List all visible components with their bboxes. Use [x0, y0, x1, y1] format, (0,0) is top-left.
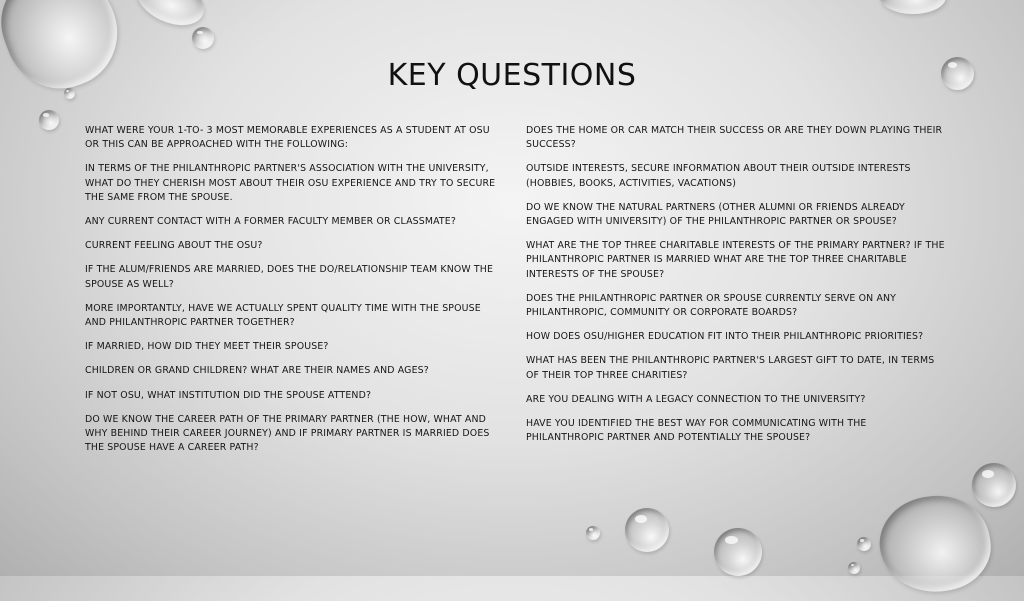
question-item: DOES THE HOME OR CAR MATCH THEIR SUCCESS OR ARE THEY DOWN PLAYING THEIR SUCCESS? — [526, 125, 943, 151]
question-item: IF NOT OSU, WHAT INSTITUTION DID THE SPOUSE ATTEND? — [85, 389, 372, 401]
question-item: DO WE KNOW THE CAREER PATH OF THE PRIMARY PARTNER (THE HOW, WHAT AND WHY BEHIND THEIR CAREER JOURNEY) AND IF PRIMARY PARTNER IS MARRIED DOES THE SPOUSE HAVE A CAREER PATH? — [85, 413, 490, 454]
water-drop-icon — [972, 463, 1016, 507]
water-drop-icon — [857, 537, 871, 551]
question-item: WHAT HAS BEEN THE PHILANTHROPIC PARTNER'S LARGEST GIFT TO DATE, IN TERMS OF THEIR TOP THREE CHARITIES? — [526, 355, 935, 381]
water-drop-icon — [192, 27, 214, 49]
water-drop-icon — [848, 562, 860, 574]
question-item: CHILDREN OR GRAND CHILDREN? WHAT ARE THEIR NAMES AND AGES? — [85, 365, 429, 377]
water-drop-icon — [586, 526, 600, 540]
question-item: DO WE KNOW THE NATURAL PARTNERS (OTHER ALUMNI OR FRIENDS ALREADY ENGAGED WITH UNIVERSITY) OF THE PHILANTHROPIC PARTNER OR SPOUSE? — [526, 201, 905, 228]
question-item: IN TERMS OF THE PHILANTHROPIC PARTNER'S ASSOCIATION WITH THE UNIVERSITY, WHAT DO THEY CHERISH MOST ABOUT THEIR OSU EXPERIENCE AND TRY TO SECURE THE SAME FROM THE SPOUSE. — [85, 163, 496, 203]
question-item: HOW DOES OSU/HIGHER EDUCATION FIT INTO THEIR PHILANTHROPIC PRIORITIES? — [526, 331, 924, 343]
slide-title: KEY QUESTIONS — [387, 58, 637, 93]
water-drop-icon — [625, 508, 669, 552]
question-item: IF THE ALUM/FRIENDS ARE MARRIED, DOES THE DO/RELATIONSHIP TEAM KNOW THE SPOUSE AS WELL? — [85, 264, 494, 290]
water-drop-icon — [880, 0, 946, 14]
question-item: HAVE YOU IDENTIFIED THE BEST WAY FOR COMMUNICATING WITH THE PHILANTHROPIC PARTNER AND POTENTIALLY THE SPOUSE? — [526, 418, 867, 444]
question-item: CURRENT FEELING ABOUT THE OSU? — [85, 240, 263, 252]
water-drop-icon — [39, 110, 59, 130]
question-item: ANY CURRENT CONTACT WITH A FORMER FACULTY MEMBER OR CLASSMATE? — [85, 216, 456, 228]
water-drop-icon — [714, 528, 762, 576]
question-item: MORE IMPORTANTLY, HAVE WE ACTUALLY SPENT QUALITY TIME WITH THE SPOUSE AND PHILANTHROPIC PARTNER TOGETHER? — [85, 302, 481, 329]
left-question-column — [85, 124, 505, 465]
question-item: WHAT ARE THE TOP THREE CHARITABLE INTERESTS OF THE PRIMARY PARTNER? IF THE PHILANTHROPIC PARTNER IS MARRIED WHAT ARE THE TOP THREE CHARITABLE INTERESTS OF THE SPOUSE? — [526, 240, 945, 280]
question-item: WHAT WERE YOUR 1-TO- 3 MOST MEMORABLE EXPERIENCES AS A STUDENT AT OSU OR THIS CAN BE APPROACHED WITH THE FOLLOWING: — [85, 125, 490, 151]
question-item: DOES THE PHILANTHROPIC PARTNER OR SPOUSE CURRENTLY SERVE ON ANY PHILANTHROPIC, COMMUNITY OR CORPORATE BOARDS? — [526, 292, 897, 319]
question-item: ARE YOU DEALING WITH A LEGACY CONNECTION TO THE UNIVERSITY? — [526, 393, 866, 405]
question-item: OUTSIDE INTERESTS, SECURE INFORMATION ABOUT THEIR OUTSIDE INTERESTS (HOBBIES, BOOKS, ACTIVITIES, VACATIONS) — [526, 163, 911, 189]
right-question-column — [526, 124, 946, 455]
question-item: IF MARRIED, HOW DID THEY MEET THEIR SPOUSE? — [85, 341, 329, 353]
water-drop-icon — [873, 487, 998, 601]
